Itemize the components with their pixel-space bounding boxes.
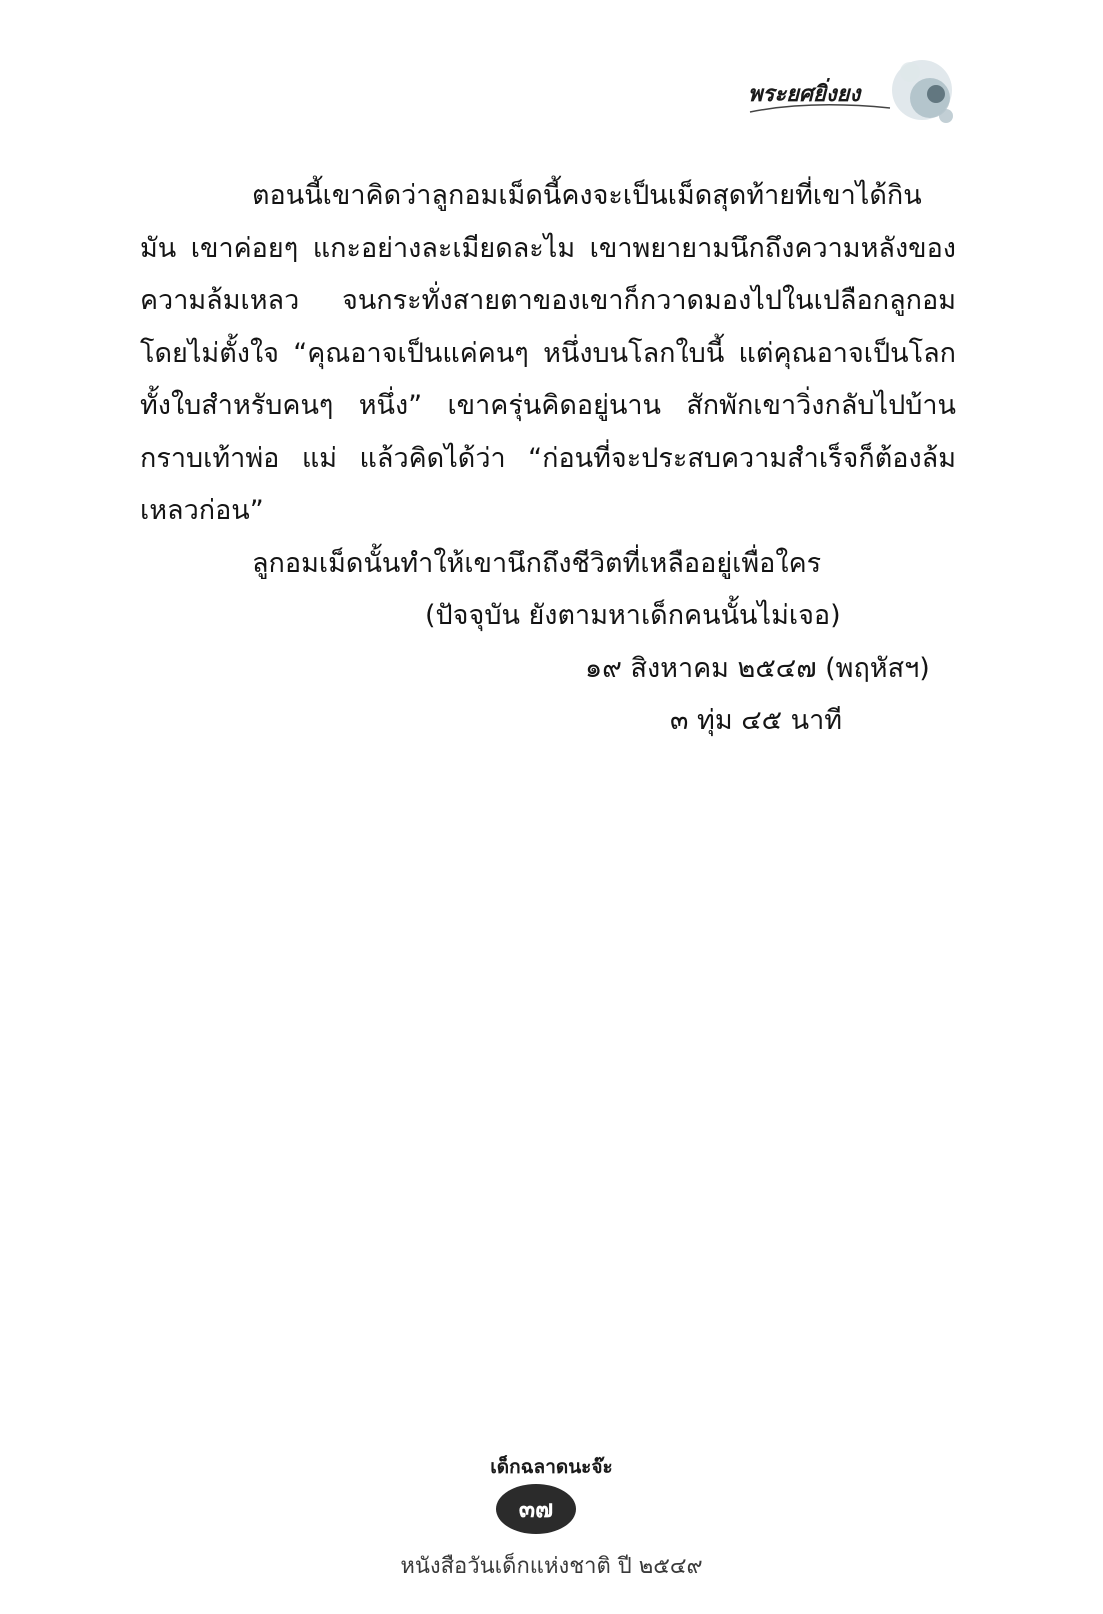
header-logo (740, 50, 970, 140)
paragraph-second: ลูกอมเม็ดนั้นทำให้เขานึกถึงชีวิตที่เหลืออยู่เพื่อใคร (252, 547, 822, 579)
time-line: ๓ ทุ่ม ๔๕ นาที (670, 705, 843, 736)
main-text (140, 170, 956, 748)
footer-subtitle: หนังสือวันเด็กแห่งชาติ ปี ๒๕๔๙ (400, 1554, 703, 1579)
paragraph-main: ตอนนี้เขาคิดว่าลูกอมเม็ดนี้คงจะเป็นเม็ดสุดท้ายที่เขาได้กินมัน เขาค่อยๆ แกะอย่างละเมียดละไม เขาพยายามนึกถึงความหลังของความล้มเหลว จนกระทั่งสายตาของเขาก็กวาดมองไปในเปลือกลูกอมโดยไม่ตั้งใจ “คุณอาจเป็นแค่คนๆ หนึ่งบนโลกใบนี้ แต่คุณอาจเป็นโลกทั้งใบสำหรับคนๆ หนึ่ง” เขาครุ่นคิดอยู่นาน สักพักเขาวิ่งกลับไปบ้านกราบเท้าพ่อ แม่ แล้วคิดได้ว่า “ก่อนที่จะประสบความสำเร็จก็ต้องล้มเหลวก่อน” (140, 180, 956, 526)
page-number-badge: ๓๗ (496, 1484, 576, 1534)
date-line: ๑๙ สิงหาคม ๒๕๔๗ (พฤหัสฯ) (585, 652, 930, 684)
note-line: (ปัจจุบัน ยังตามหาเด็กคนนั้นไม่เจอ) (425, 600, 841, 631)
logo-text: พระยศยิ่งยง (748, 81, 861, 107)
footer-title: เด็กฉลาดนะจ๊ะ (490, 1456, 613, 1478)
